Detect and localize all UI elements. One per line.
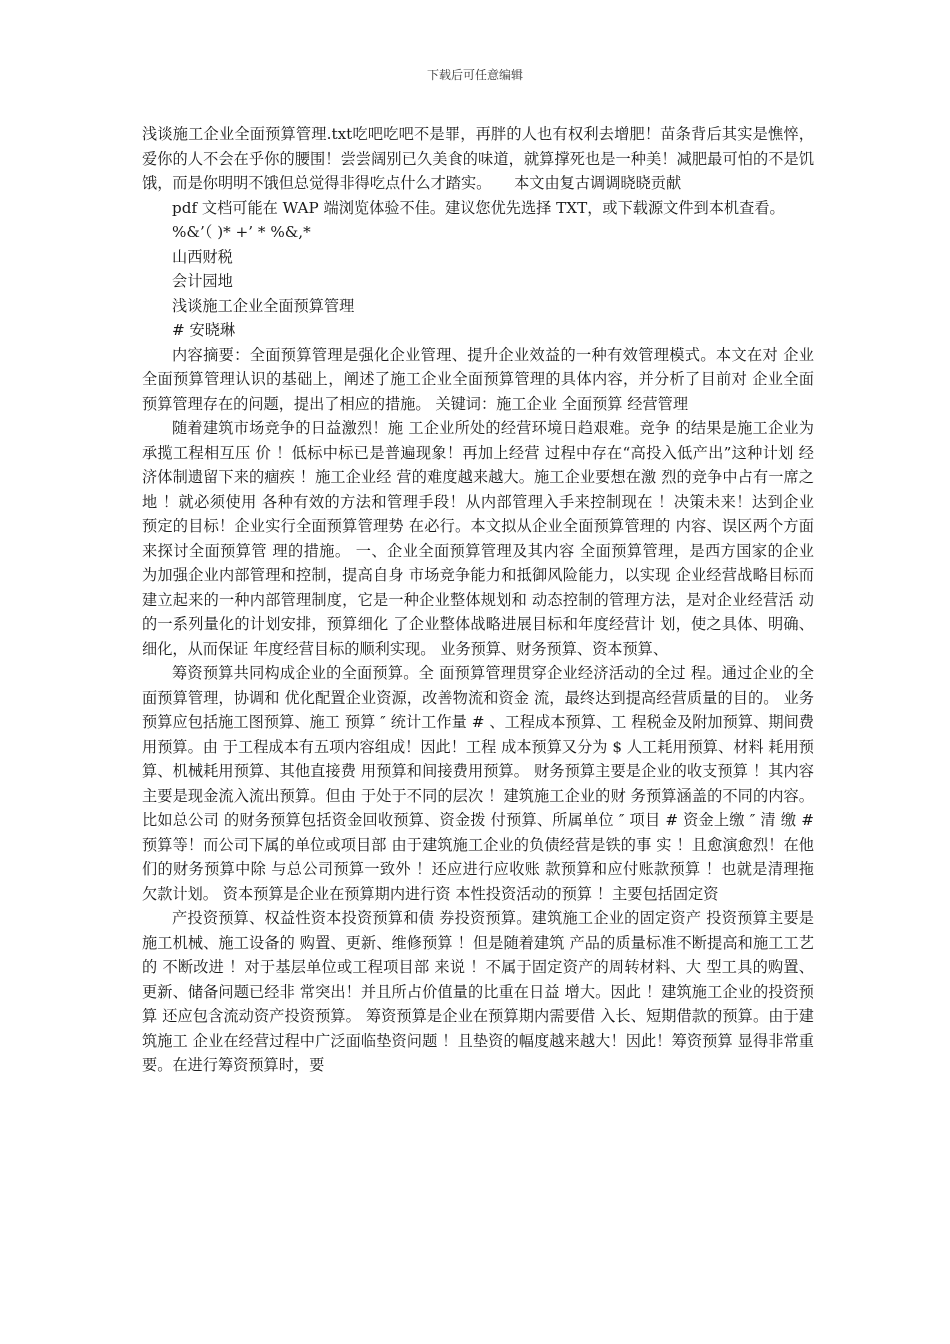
author-line: # 安晓琳 [172, 321, 236, 339]
article-title: 浅谈施工企业全面预算管理 [172, 296, 355, 315]
page-header: 下载后可任意编辑 [426, 68, 523, 82]
column-name-line: 会计园地 [172, 272, 233, 290]
body-paragraph-2: 筹资预算共同构成企业的全面预算。全 面预算管理贯穿企业经济活动的全过 程。通过企业的全面预算管理，协调和 优化配置企业资源，改善物流和资金 流，最终达到提高经营质量的目的。 业务预算应包括施工图预算、施工 预算 ″ 统计工作量 # 、工程成本预算、工 程税金及附加预算、期间费用预算。由 于工程成本有五项内容组成！因此！工程 成本预算又分为 $ 人工耗用预算、材料 耗用预算、机械耗用预算、其他直接费 用预算和间接费用预算。 财务预算主要是企业的收支预算 ！其内容主要是现金流入流出预算。但由 于处于不同的层次 ！建筑施工企业的财 务预算涵盖的不同的内容。比如总公司 的财务预算包括资金回收预算、资金拨 付预算、所属单位 ″ 项目 # 资金上缴 ″ 清 缴 # 预算等！而公司下属的单位或项目部 由于建筑施工企业的负债经营是铁的事 实 ！且愈演愈烈！在他们的财务预算中除 与总公司预算一致外 ！还应进行应收账 款预算和应付账款预算 ！也就是清理拖 欠款计划。 资本预算是企业在预算期内进行资 本性投资活动的预算 ！主要包括固定资 [142, 664, 814, 903]
intro-paragraph: 浅谈施工企业全面预算管理.txt吃吧吃吧不是罪，再胖的人也有权利去增肥！苗条背后其实是憔悴，爱你的人不会在乎你的腰围！尝尝阔别已久美食的味道，就算撑死也是一种美！减肥最可怕的不是饥饿，而是你明明不饿但总觉得非得吃点什么才踏实。 本文由复古调调晓晓贡献 [142, 125, 814, 192]
abstract-paragraph: 内容摘要：全面预算管理是强化企业管理、提升企业效益的一种有效管理模式。本文在对 企业全面预算管理认识的基础上，阐述了施工企业全面预算管理的具体内容，并分析了目前对 企业全面预算管理存在的问题，提出了相应的措施。 关键词：施工企业 全面预算 经营管理 [142, 345, 814, 413]
pdf-notice-line: pdf 文档可能在 WAP 端浏览体验不佳。建议您优先选择 TXT，或下载源文件到本机查看。 [172, 198, 785, 217]
body-paragraph-3: 产投资预算、权益性资本投资预算和债 券投资预算。建筑施工企业的固定资产 投资预算主要是施工机械、施工设备的 购置、更新、维修预算 ！但是随着建筑 产品的质量标准不断提高和施工工艺的 不断改进 ！对于基层单位或工程项目部 来说 ！不属于固定资产的周转材料、大 型工具的购置、更新、储备问题已经非 常突出！并且所占价值量的比重在日益 增大。因此 ！建筑施工企业的投资预算 还应包含流动资产投资预算。 筹资预算是企业在预算期内需要借 入长、短期借款的预算。由于建筑施工 企业在经营过程中广泛面临垫资问题 ！且垫资的幅度越来越大！因此！筹资预算 显得非常重要。在进行筹资预算时，要 [142, 909, 814, 1074]
source-journal-line: 山西财税 [172, 247, 233, 266]
document-body [142, 122, 814, 1078]
garbled-code-line: %&’（ )* +’ * %&,* [172, 223, 311, 241]
body-paragraph-1: 随着建筑市场竞争的日益激烈！施 工企业所处的经营环境日趋艰难。竞争 的结果是施工企业为承揽工程相互压 价 ！低标中标已是普遍现象！再加上经营 过程中存在“高投入低产出”这种计划 经济体制遗留下来的痼疾 ！施工企业经 营的难度越来越大。施工企业要想在激 烈的竞争中占有一席之地 ！就必须使用 各种有效的方法和管理手段！从内部管理入手来控制现在 ！决策未来！达到企业 预定的目标！企业实行全面预算管理势 在必行。本文拟从企业全面预算管理的 内容、误区两个方面来探讨全面预算管 理的措施。 一、企业全面预算管理及其内容 全面预算管理，是西方国家的企业 为加强企业内部管理和控制，提高自身 市场竞争能力和抵御风险能力，以实现 企业经营战略目标而建立起来的一种内部管理制度，它是一种企业整体规划和 动态控制的管理方法，是对企业经营活 动的一系列量化的计划安排，预算细化 了企业整体战略进展目标和年度经营计 划，使之具体、明确、细化，从而保证 年度经营目标的顺利实现。 业务预算、财务预算、资本预算、 [142, 419, 814, 658]
